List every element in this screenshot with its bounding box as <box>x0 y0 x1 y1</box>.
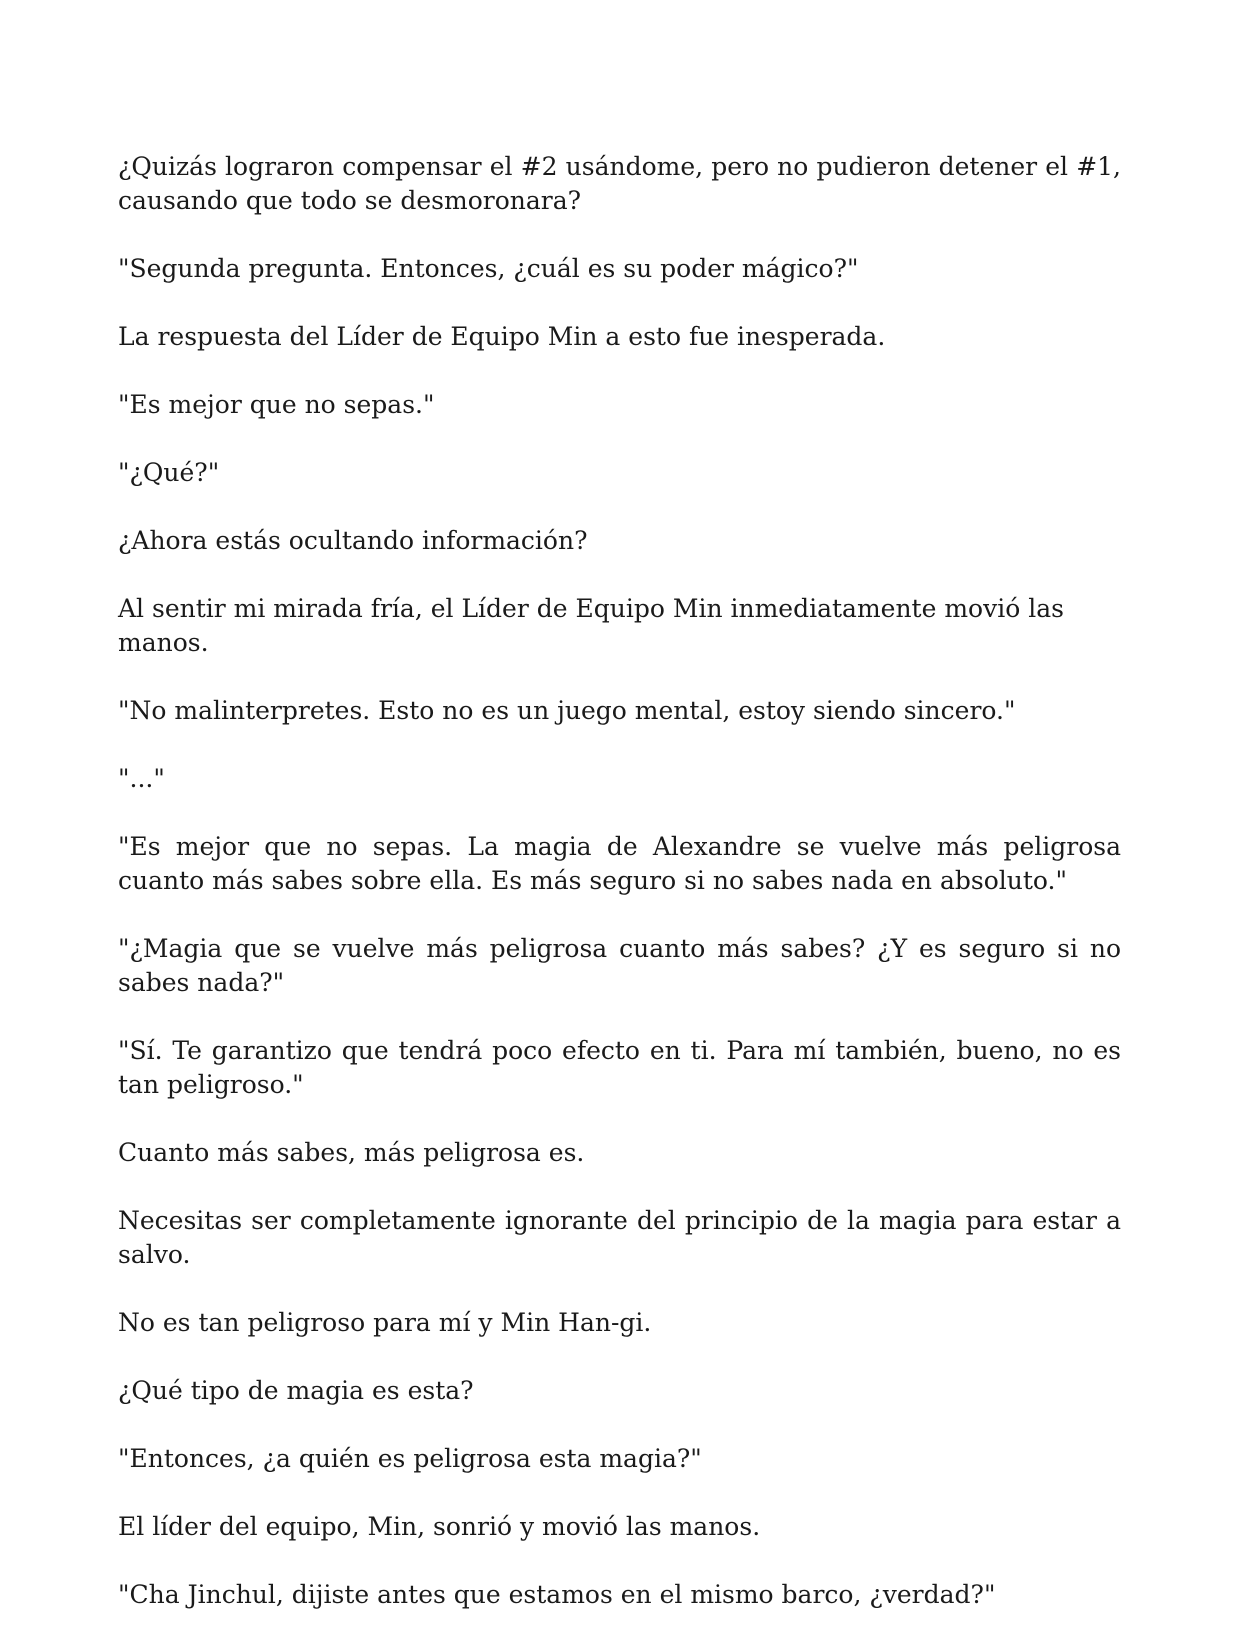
paragraph-14: Necesitas ser completamente ignorante del principio de la magia para estar a salvo. <box>118 1206 1121 1269</box>
paragraph-9: "..." <box>118 764 165 793</box>
paragraph-10: "Es mejor que no sepas. La magia de Alexandre se vuelve más peligrosa cuanto más sabes sobre ella. Es más seguro si no sabes nada en absoluto." <box>118 832 1121 895</box>
paragraph-16: ¿Qué tipo de magia es esta? <box>118 1376 474 1405</box>
paragraph-3: La respuesta del Líder de Equipo Min a esto fue inesperada. <box>118 322 886 351</box>
paragraph-5: "¿Qué?" <box>118 458 220 487</box>
paragraph-7: Al sentir mi mirada fría, el Líder de Equipo Min inmediatamente movió las manos. <box>118 594 1064 657</box>
paragraph-2: "Segunda pregunta. Entonces, ¿cuál es su poder mágico?" <box>118 254 859 283</box>
paragraph-4: "Es mejor que no sepas." <box>118 390 435 419</box>
paragraph-18: El líder del equipo, Min, sonrió y movió las manos. <box>118 1512 761 1541</box>
paragraph-11: "¿Magia que se vuelve más peligrosa cuanto más sabes? ¿Y es seguro si no sabes nada?" <box>118 934 1121 997</box>
paragraph-13: Cuanto más sabes, más peligrosa es. <box>118 1138 585 1167</box>
paragraph-15: No es tan peligroso para mí y Min Han-gi. <box>118 1308 652 1337</box>
paragraph-1: ¿Quizás lograron compensar el #2 usándome, pero no pudieron detener el #1, causando que todo se desmoronara? <box>118 152 1121 215</box>
paragraph-17: "Entonces, ¿a quién es peligrosa esta magia?" <box>118 1444 702 1473</box>
paragraph-12: "Sí. Te garantizo que tendrá poco efecto en ti. Para mí también, bueno, no es tan peligroso." <box>118 1036 1121 1099</box>
paragraph-8: "No malinterpretes. Esto no es un juego mental, estoy siendo sincero." <box>118 696 1016 725</box>
text-body <box>118 150 1121 1646</box>
paragraph-19: "Cha Jinchul, dijiste antes que estamos en el mismo barco, ¿verdad?" <box>118 1580 996 1609</box>
paragraph-6: ¿Ahora estás ocultando información? <box>118 526 588 555</box>
